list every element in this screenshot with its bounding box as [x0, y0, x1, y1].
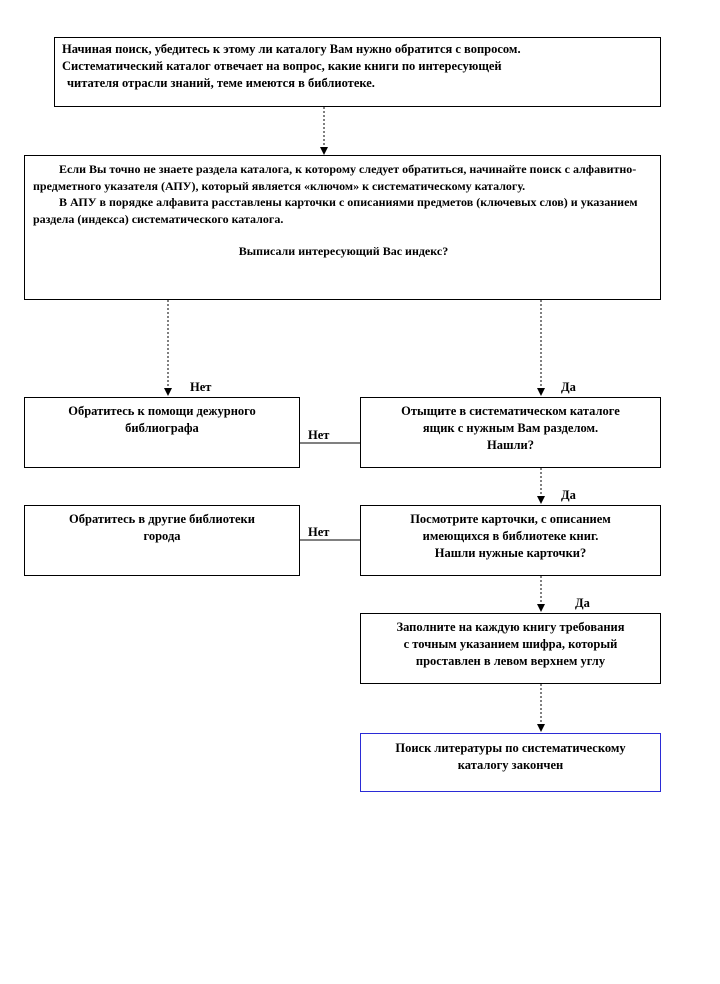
label-no-find-drawer: Нет	[308, 428, 330, 442]
look-cards-line-3: Нашли нужные карточки?	[434, 546, 587, 560]
end-text: Поиск литературы по систематическому каталогу закончен	[395, 741, 626, 772]
look-cards-box	[360, 505, 661, 576]
label-no-help: Нет	[190, 380, 212, 394]
label-yes-fill-form: Да	[575, 596, 590, 610]
start-box	[54, 37, 661, 107]
look-cards-line-2: имеющихся в библиотеке книг.	[422, 529, 599, 543]
other-libs-box	[24, 505, 300, 576]
fill-form-box	[360, 613, 661, 684]
other-libs-text: Обратитесь в другие библиотеки города	[69, 512, 255, 543]
apu-question: Выписали интересующий Вас индекс?	[238, 244, 449, 258]
look-cards-line-1: Посмотрите карточки, с описанием	[410, 512, 611, 526]
end-box	[360, 733, 661, 792]
apu-paragraph-2: В АПУ в порядке алфавита расставлены карточки с описаниями предметов (ключевых слов) и указанием раздела (индекса) систематического каталога.	[33, 195, 638, 226]
fill-form-line-2: с точным указанием шифра, который	[403, 637, 618, 651]
help-text: Обратитесь к помощи дежурного библиографа	[68, 404, 256, 435]
apu-box	[24, 155, 661, 300]
find-drawer-line-2: ящик с нужным Вам разделом.	[422, 421, 599, 435]
find-drawer-line-3: Нашли?	[487, 438, 534, 452]
find-drawer-line-1: Отыщите в систематическом каталоге	[401, 404, 620, 418]
start-line-3: читателя отрасли знаний, теме имеются в библиотеке.	[67, 76, 375, 90]
label-no-look-cards: Нет	[308, 525, 330, 539]
start-line-2: Систематический каталог отвечает на вопрос, какие книги по интересующей	[62, 59, 502, 73]
label-yes-look-cards: Да	[561, 488, 576, 502]
find-drawer-box	[360, 397, 661, 468]
start-line-1: Начиная поиск, убедитесь к этому ли каталогу Вам нужно обратится с вопросом.	[62, 42, 521, 56]
label-yes-find-drawer: Да	[561, 380, 576, 394]
fill-form-line-3: проставлен в левом верхнем углу	[415, 654, 606, 668]
apu-paragraph-1: Если Вы точно не знаете раздела каталога, к которому следует обратиться, начинайте поиск с алфавитно-предметного указателя (АПУ), который является «ключом» к систематическому каталогу.	[33, 162, 637, 193]
help-box	[24, 397, 300, 468]
fill-form-line-1: Заполните на каждую книгу требования	[396, 620, 625, 634]
